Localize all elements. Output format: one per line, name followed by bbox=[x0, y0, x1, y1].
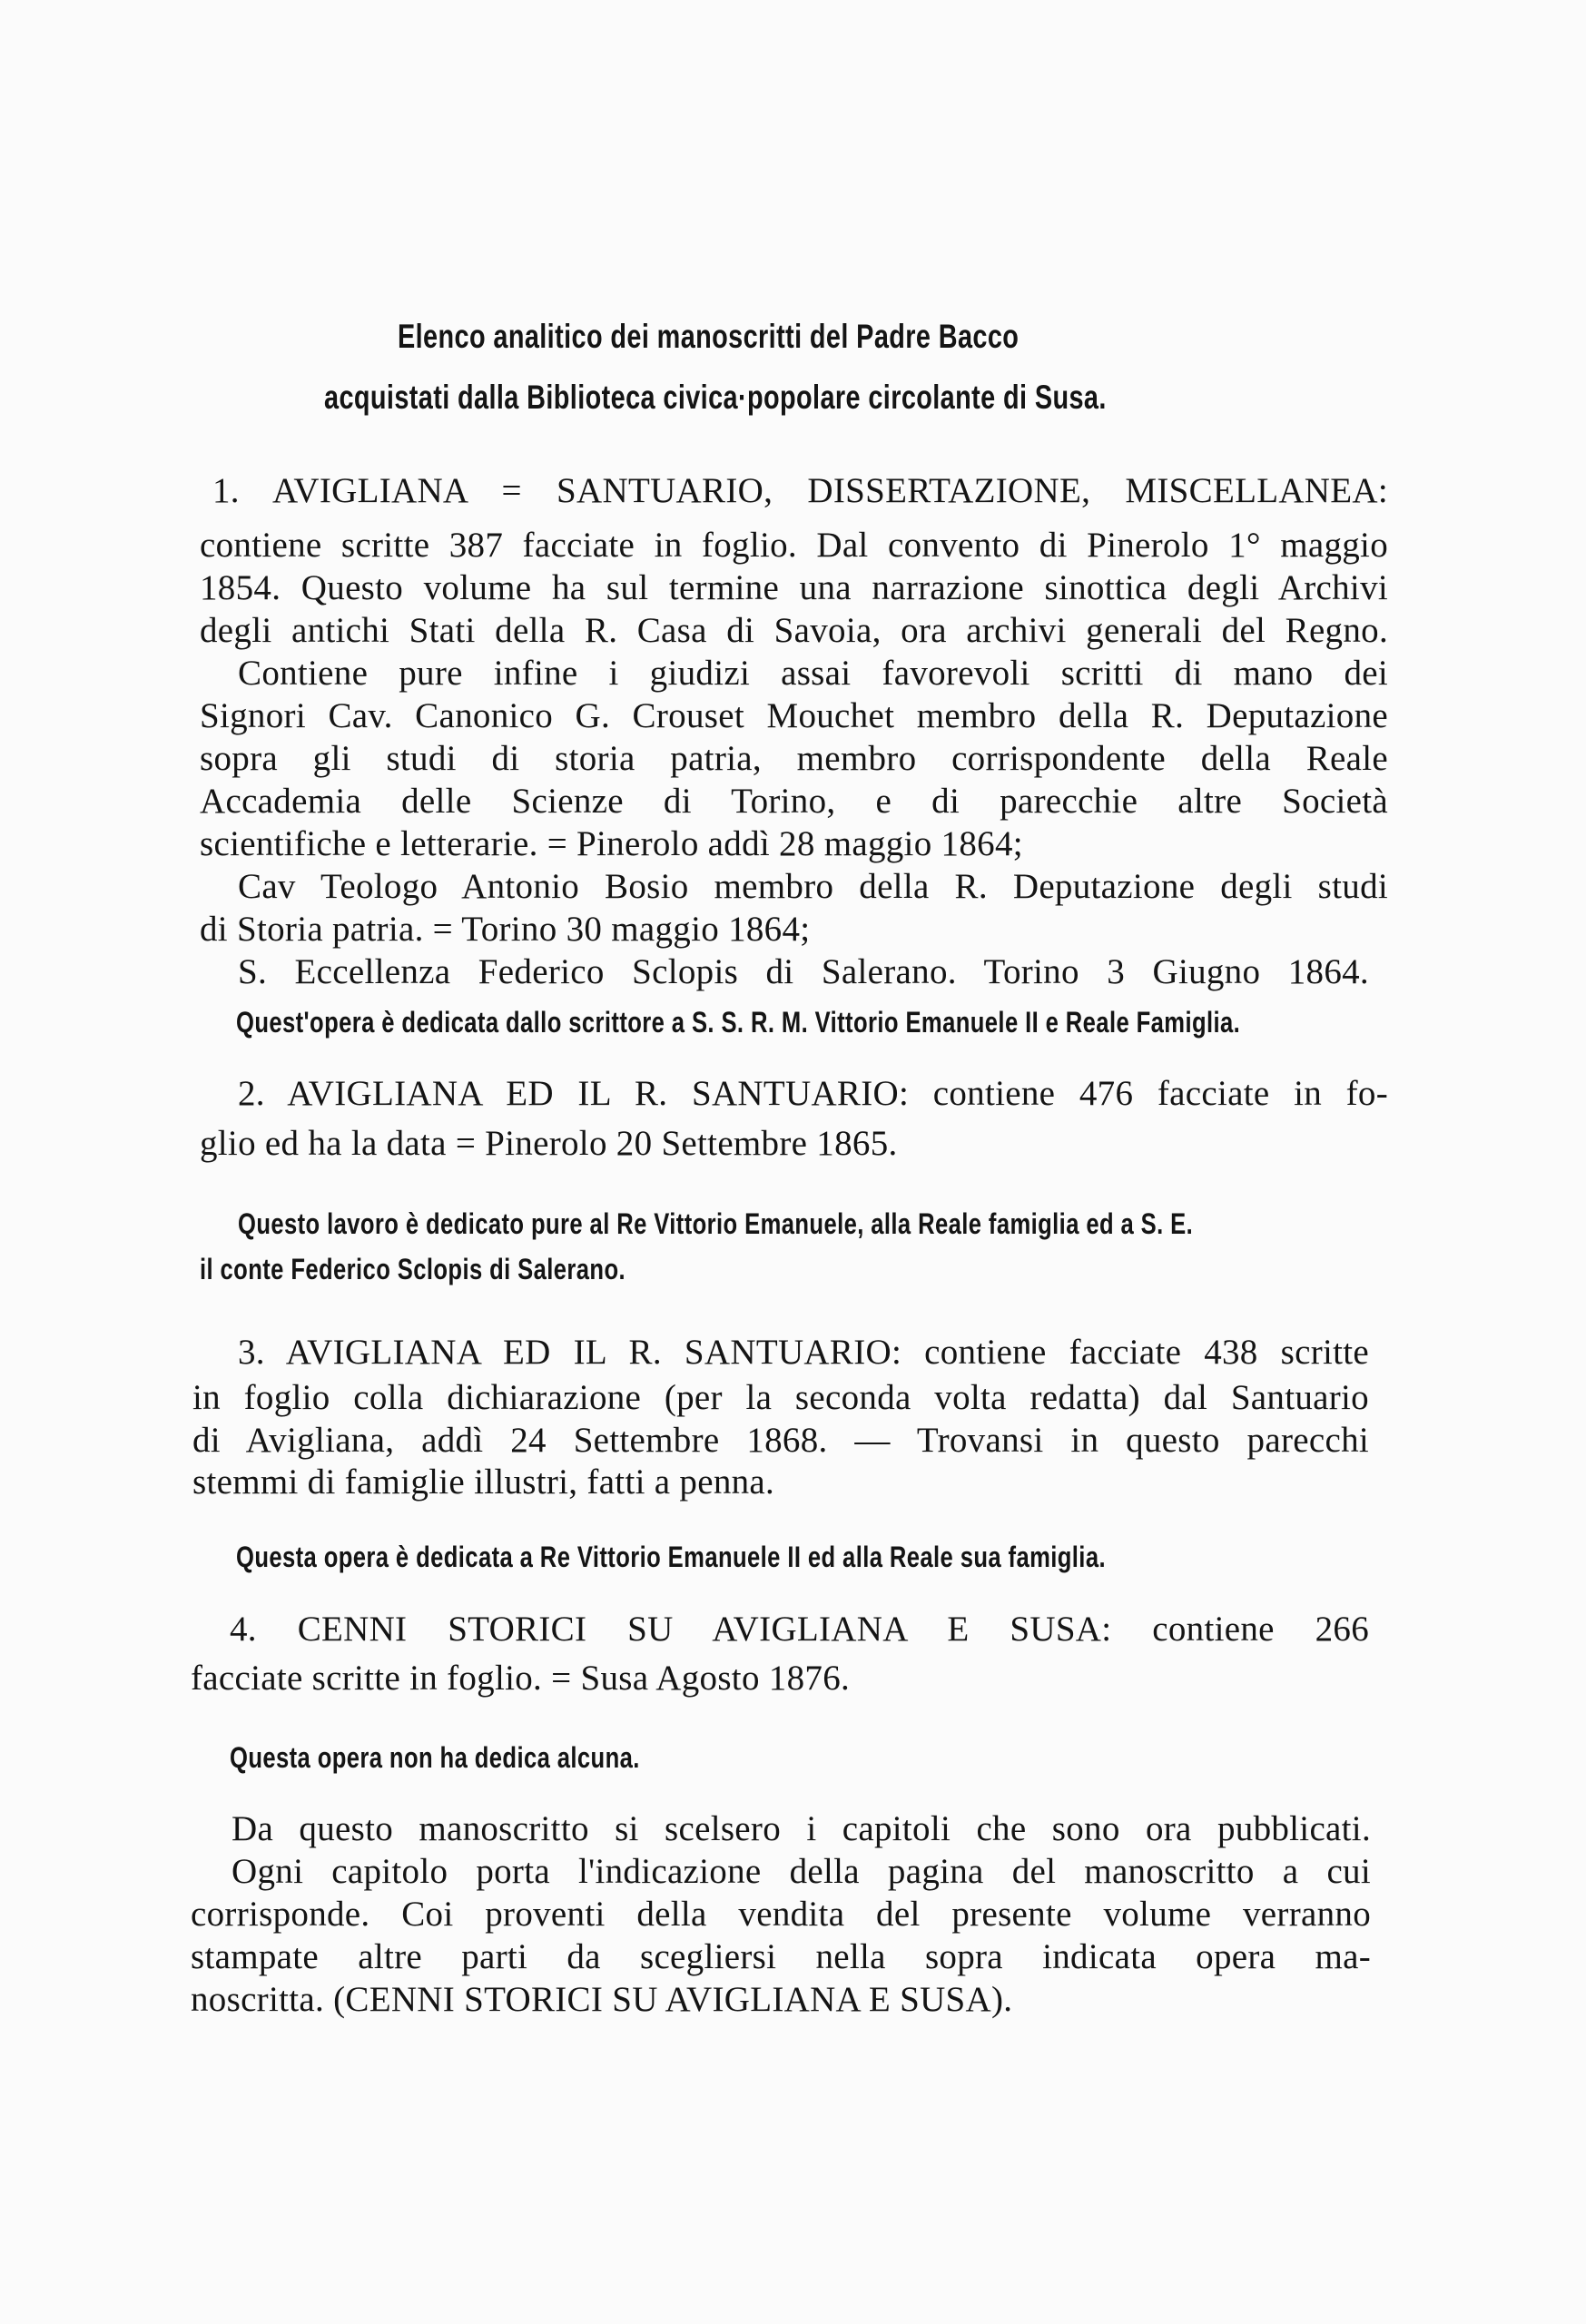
entry-4-dedication: Questa opera non ha dedica alcuna. bbox=[230, 1741, 640, 1774]
closing-line: Da questo manoscritto si scelsero i capitoli che sono ora pubblicati. bbox=[231, 1809, 1371, 1848]
entry-2-dedication-line: Questo lavoro è dedicato pure al Re Vittorio Emanuele, alla Reale famiglia ed a S. E. bbox=[238, 1207, 1194, 1240]
entry-2-line: glio ed ha la data = Pinerolo 20 Settembre 1865. bbox=[200, 1124, 898, 1163]
entry-3-line: stemmi di famiglie illustri, fatti a penna. bbox=[192, 1462, 775, 1502]
entry-1-line: Accademia delle Scienze di Torino, e di parecchie altre Società bbox=[200, 782, 1388, 821]
entry-4-line: facciate scritte in foglio. = Susa Agosto 1876. bbox=[191, 1659, 851, 1698]
entry-1-line: degli antichi Stati della R. Casa di Savoia, ora archivi generali del Regno. bbox=[200, 611, 1388, 650]
entry-1-line: Cav Teologo Antonio Bosio membro della R. Deputazione degli studi bbox=[238, 867, 1388, 906]
entry-2-line: 2. AVIGLIANA ED IL R. SANTUARIO: contiene 476 facciate in fo- bbox=[238, 1074, 1388, 1113]
closing-line: noscritta. (CENNI STORICI SU AVIGLIANA E SUSA). bbox=[191, 1980, 1013, 2019]
entry-1-line: scientifiche e letterarie. = Pinerolo addì 28 maggio 1864; bbox=[200, 824, 1023, 863]
entry-1-line: 1. AVIGLIANA = SANTUARIO, DISSERTAZIONE, MISCELLANEA: bbox=[212, 471, 1388, 510]
title-line-1: Elenco analitico dei manoscritti del Padre Bacco bbox=[398, 318, 1020, 355]
entry-3-line: in foglio colla dichiarazione (per la seconda volta redatta) dal Santuario bbox=[192, 1378, 1369, 1417]
entry-4-line: 4. CENNI STORICI SU AVIGLIANA E SUSA: contiene 266 bbox=[230, 1610, 1369, 1649]
closing-line: corrisponde. Coi proventi della vendita del presente volume verranno bbox=[191, 1895, 1371, 1934]
entry-3-line: di Avigliana, addì 24 Settembre 1868. — Trovansi in questo parecchi bbox=[192, 1421, 1369, 1460]
closing-line: Ogni capitolo porta l'indicazione della pagina del manoscritto a cui bbox=[231, 1852, 1371, 1891]
entry-2-dedication-line: il conte Federico Sclopis di Salerano. bbox=[200, 1253, 626, 1285]
entry-1-line: sopra gli studi di storia patria, membro corrispondente della Reale bbox=[200, 739, 1388, 778]
entry-1-line: 1854. Questo volume ha sul termine una narrazione sinottica degli Archivi bbox=[200, 568, 1388, 607]
entry-1-line: Contiene pure infine i giudizi assai favorevoli scritti di mano dei bbox=[238, 654, 1388, 693]
entry-1-dedication: Quest'opera è dedicata dallo scrittore a S. S. R. M. Vittorio Emanuele II e Reale Famiglia. bbox=[236, 1006, 1241, 1039]
entry-3-line: 3. AVIGLIANA ED IL R. SANTUARIO: contiene facciate 438 scritte bbox=[238, 1333, 1369, 1372]
entry-1-line: S. Eccellenza Federico Sclopis di Salerano. Torino 3 Giugno 1864. bbox=[238, 952, 1369, 991]
title-line-2: acquistati dalla Biblioteca civica·popolare circolante di Susa. bbox=[324, 379, 1107, 416]
entry-1-line: contiene scritte 387 facciate in foglio. Dal convento di Pinerolo 1° maggio bbox=[200, 526, 1388, 565]
closing-line: stampate altre parti da scegliersi nella sopra indicata opera ma- bbox=[191, 1937, 1371, 1976]
entry-1-line: di Storia patria. = Torino 30 maggio 1864; bbox=[200, 910, 811, 949]
entry-1-line: Signori Cav. Canonico G. Crouset Mouchet membro della R. Deputazione bbox=[200, 696, 1388, 735]
entry-3-dedication: Questa opera è dedicata a Re Vittorio Emanuele II ed alla Reale sua famiglia. bbox=[236, 1541, 1106, 1573]
